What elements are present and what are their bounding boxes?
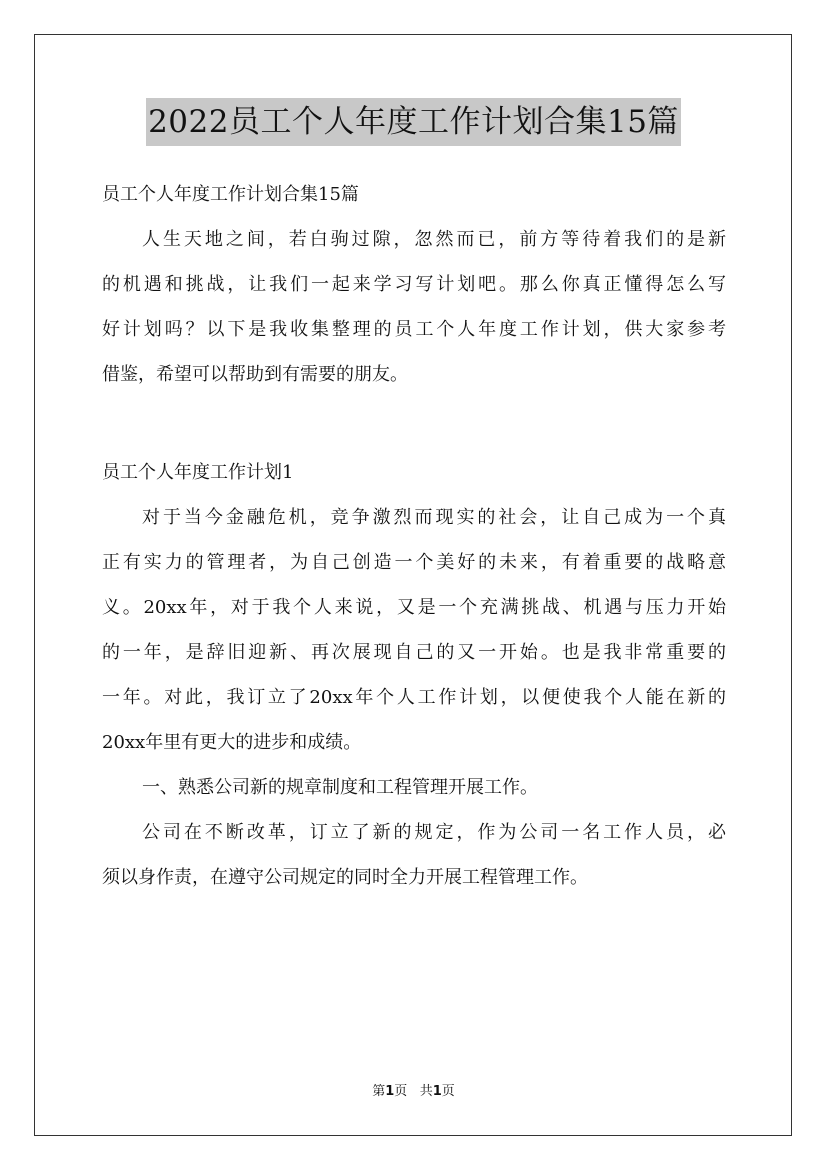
- paragraph-line: 须以身作责，在遵守公司规定的同时全力开展工程管理工作。: [102, 867, 588, 888]
- title-block: [0, 98, 827, 146]
- paragraph-line: 一年。对此，我订立了20xx年个人工作计划，以便使我个人能在新的: [102, 687, 726, 708]
- paragraph-line: 20xx年里有更大的进步和成绩。: [102, 732, 362, 753]
- page-footer: [0, 1080, 827, 1104]
- paragraph-line: 义。20xx年，对于我个人来说，又是一个充满挑战、机遇与压力开始: [102, 597, 726, 618]
- paragraph-line: 正有实力的管理者，为自己创造一个美好的未来，有着重要的战略意: [102, 552, 726, 573]
- paragraph-line: 的机遇和挑战，让我们一起来学习写计划吧。那么你真正懂得怎么写: [102, 274, 726, 295]
- current-page-number: 1: [385, 1084, 395, 1099]
- document-title: 2022员工个人年度工作计划合集15篇: [146, 98, 681, 146]
- section-heading: 员工个人年度工作计划1: [102, 462, 294, 483]
- spacer: [102, 397, 726, 450]
- paragraph-line: 好计划吗？以下是我收集整理的员工个人年度工作计划，供大家参考: [102, 319, 726, 340]
- total-page-number: 1: [432, 1084, 442, 1099]
- point-heading: 一、熟悉公司新的规章制度和工程管理开展工作。: [142, 777, 538, 798]
- paragraph-line: 借鉴，希望可以帮助到有需要的朋友。: [102, 364, 408, 385]
- paragraph-line: 的一年，是辞旧迎新、再次展现自己的又一开始。也是我非常重要的: [102, 642, 726, 663]
- paragraph-line: 人生天地之间，若白驹过隙，忽然而已，前方等待着我们的是新: [142, 229, 726, 250]
- document-body: [102, 172, 726, 900]
- paragraph-line: 对于当今金融危机，竞争激烈而现实的社会，让自己成为一个真: [142, 507, 726, 528]
- page-prefix: 第: [372, 1084, 386, 1099]
- total-prefix: 共: [419, 1084, 433, 1099]
- page-suffix: 页: [394, 1084, 408, 1099]
- document-subtitle: 员工个人年度工作计划合集15篇: [102, 184, 359, 205]
- total-suffix: 页: [441, 1084, 455, 1099]
- paragraph-line: 公司在不断改革，订立了新的规定，作为公司一名工作人员，必: [142, 822, 726, 843]
